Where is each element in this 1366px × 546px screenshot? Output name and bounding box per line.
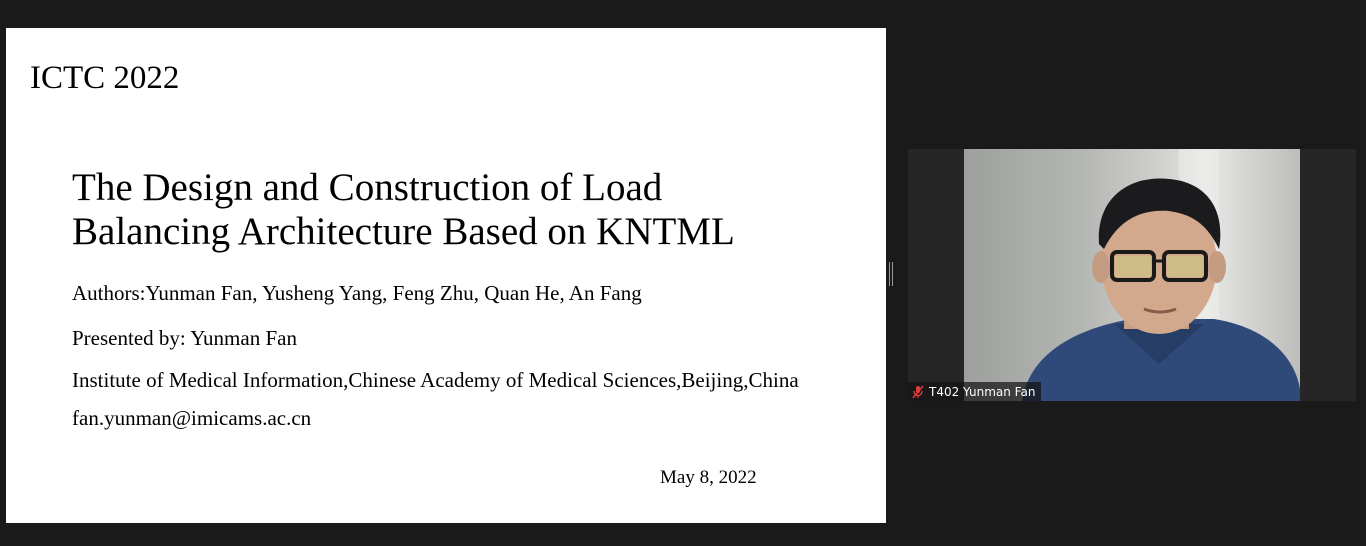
slide-date: May 8, 2022 <box>660 467 757 488</box>
slide-email: fan.yunman@imicams.ac.cn <box>72 406 312 430</box>
mic-muted-icon <box>912 385 924 399</box>
participant-name: T402 Yunman Fan <box>929 384 1036 399</box>
slide-authors: Authors:Yunman Fan, Yusheng Yang, Feng Zhu, Quan He, An Fang <box>72 281 642 305</box>
participant-video-image <box>964 149 1300 401</box>
slide-institute: Institute of Medical Information,Chinese Academy of Medical Sciences,Beijing,China <box>72 368 799 392</box>
conference-label: ICTC 2022 <box>30 60 180 96</box>
panel-resize-handle[interactable] <box>889 262 893 286</box>
participant-name-tag <box>908 382 1041 401</box>
slide-title-line-2: Balancing Architecture Based on KNTML <box>72 210 735 253</box>
shared-slide <box>6 28 886 523</box>
slide-title <box>72 166 735 254</box>
slide-title-line-1: The Design and Construction of Load <box>72 166 663 209</box>
slide-presenter: Presented by: Yunman Fan <box>72 326 297 350</box>
participant-video-feed <box>964 149 1300 401</box>
participant-video-tile[interactable] <box>908 149 1356 401</box>
